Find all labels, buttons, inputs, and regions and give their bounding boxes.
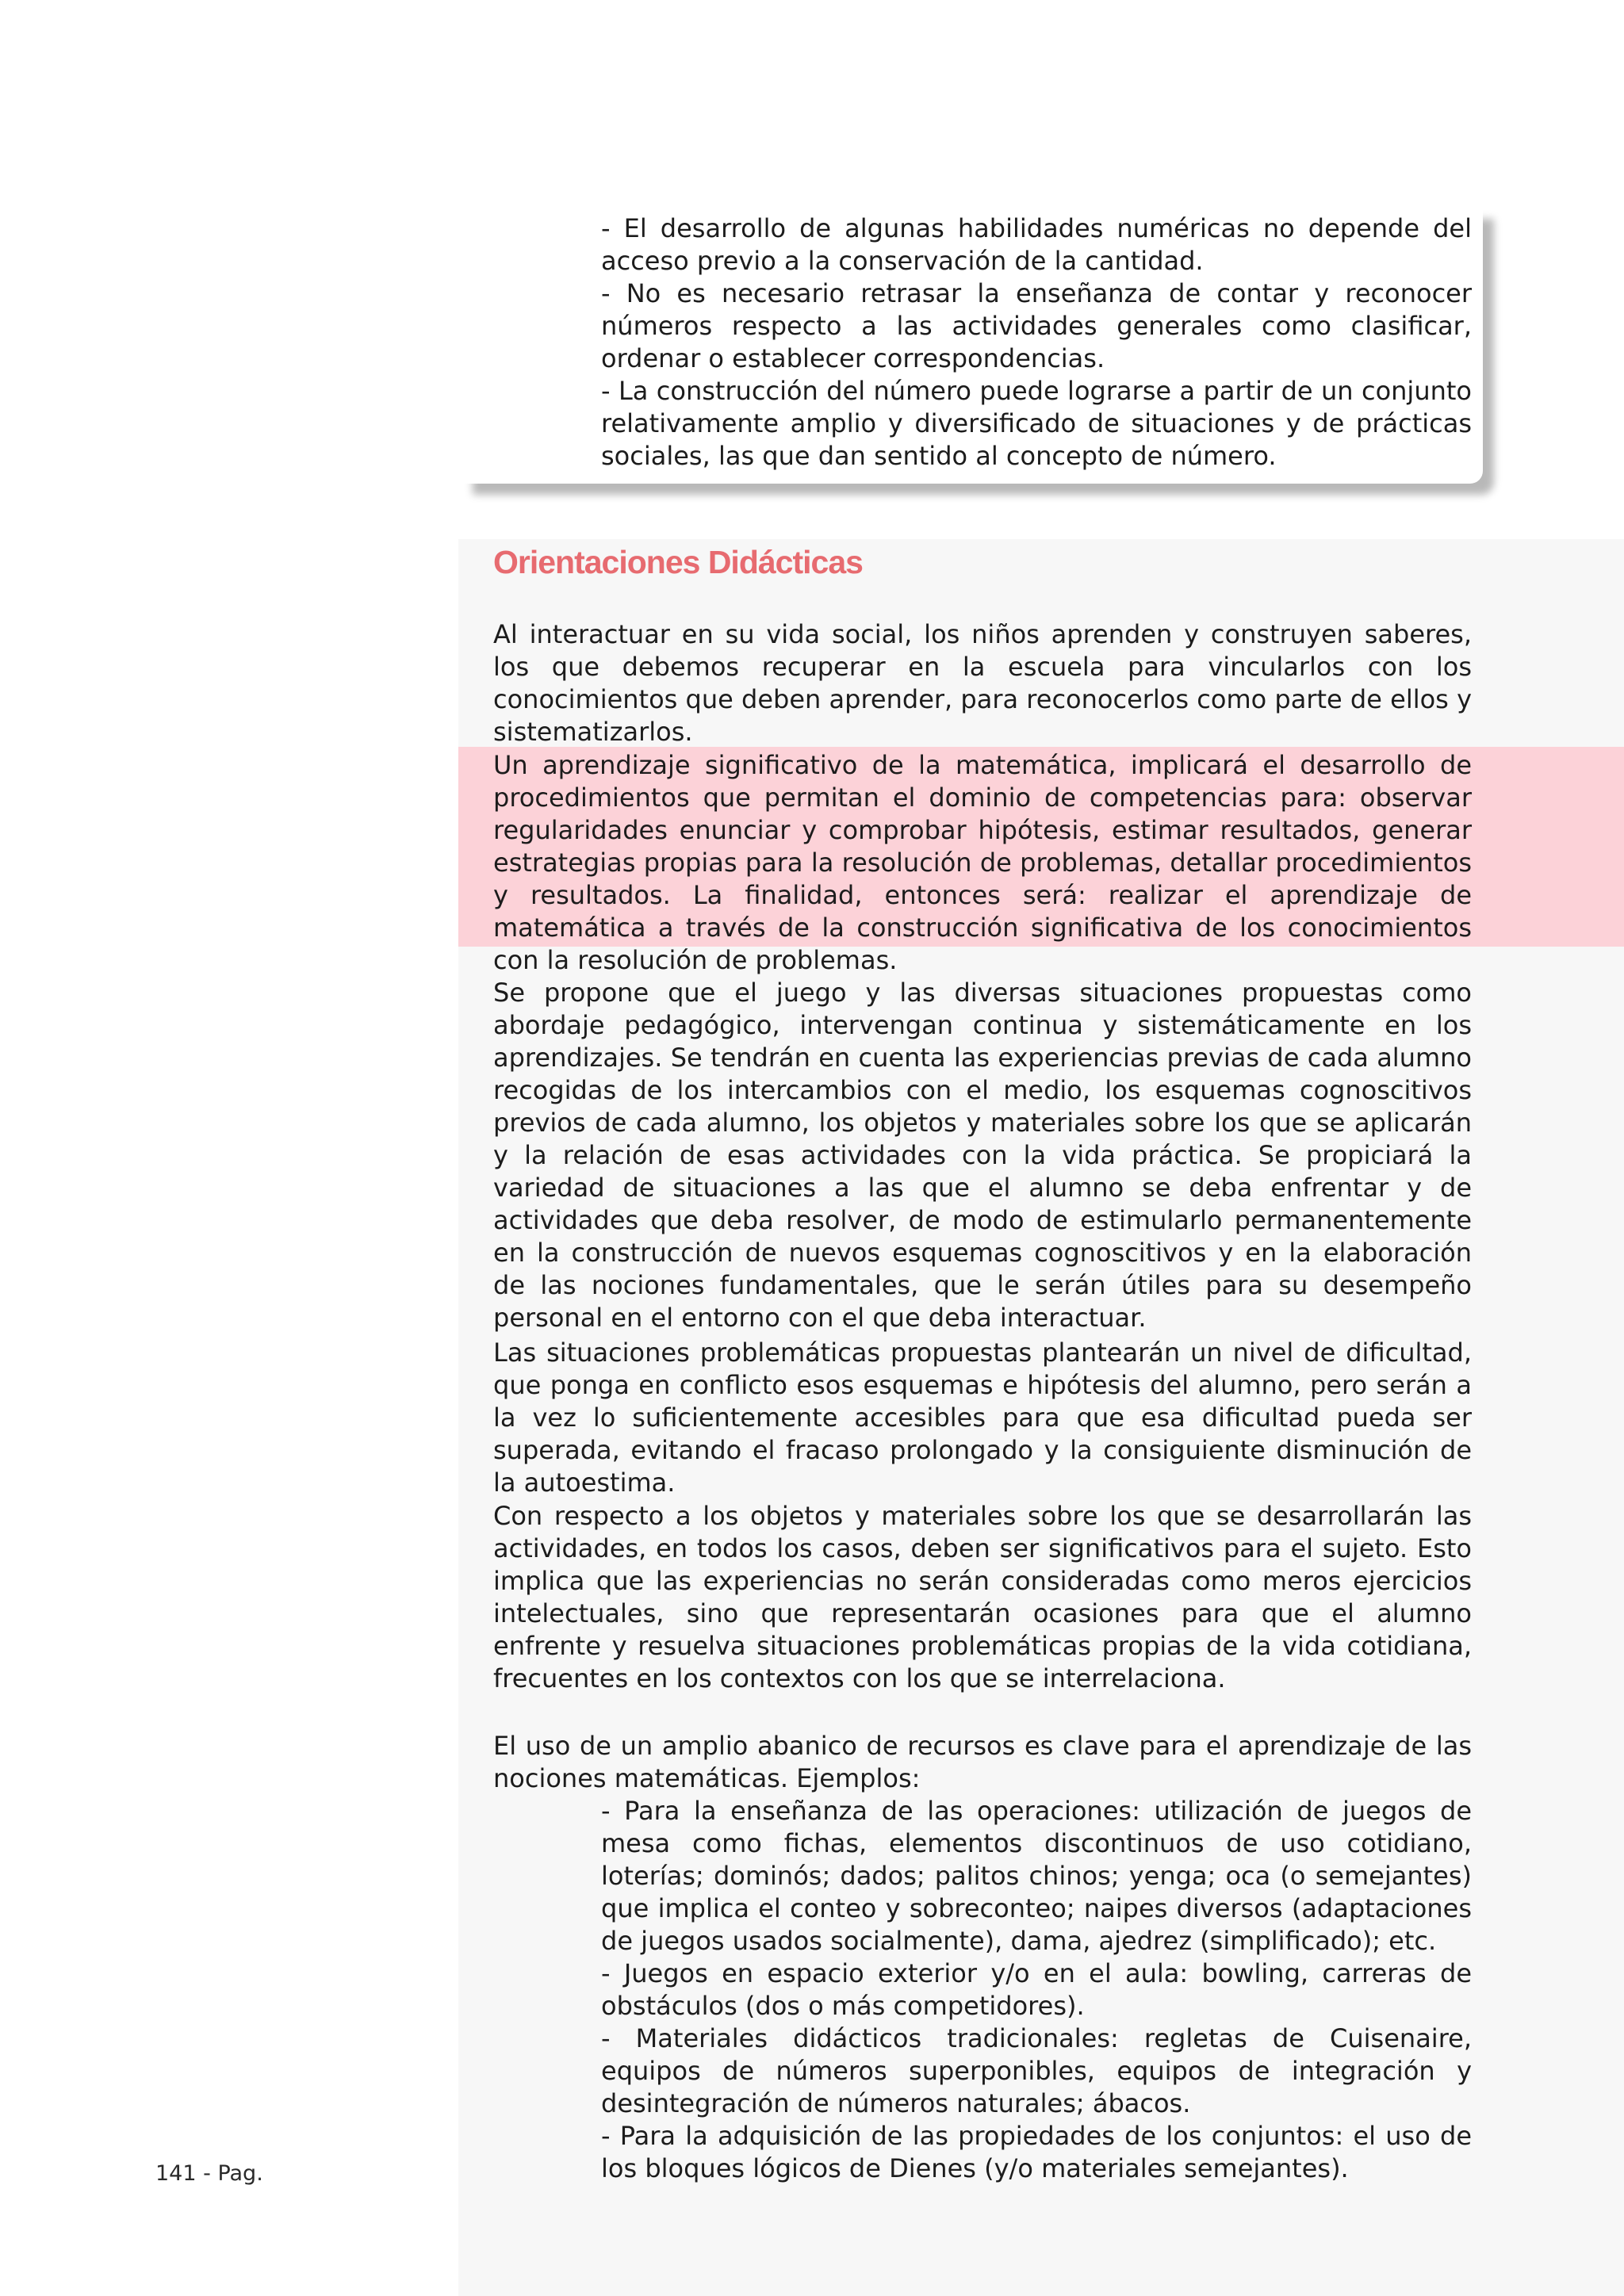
paragraph-intro: Al interactuar en su vida social, los niños aprenden y construyen saberes, los que debemos recuperar en la escuela para vincularlos con los conocimientos que deben aprender, para reconocerlos como parte de ellos y sistematizarlos.: [493, 619, 1472, 747]
paragraph-recursos: El uso de un amplio abanico de recursos es clave para el aprendizaje de las nociones matemáticas. Ejemplos:: [493, 1731, 1472, 1793]
examples-list: [601, 1795, 1472, 2185]
example-item: - Para la enseñanza de las operaciones: utilización de juegos de mesa como fichas, elementos discontinuos de uso cotidiano, loterías; dominós; dados; palitos chinos; yenga; oca (o semejantes) que implica el conteo y sobreconteo; naipes diversos (adaptaciones de juegos usados socialmente), dama, ajedrez (simplificado); etc.: [601, 1796, 1472, 1956]
paragraph-materiales: Con respecto a los objetos y materiales sobre los que se desarrollarán las actividades, en todos los casos, deben ser significativos para el sujeto. Esto implica que las experiencias no serán consideradas como meros ejercicios intelectuales, sino que representarán ocasiones para que el alumno enfrente y resuelva situaciones problemáticas propias de la vida cotidiana, frecuentes en los contextos con los que se interrelaciona.: [493, 1501, 1472, 1693]
note-item: - El desarrollo de algunas habilidades numéricas no depende del acceso previo a la conservación de la cantidad.: [601, 213, 1472, 276]
page-number: 141 - Pag.: [155, 2161, 263, 2186]
note-item: - No es necesario retrasar la enseñanza de contar y reconocer números respecto a las actividades generales como clasificar, ordenar o establecer correspondencias.: [601, 278, 1472, 373]
paragraph-highlighted: Un aprendizaje significativo de la matemática, implicará el desarrollo de procedimientos que permitan el dominio de competencias para: observar regularidades enunciar y comprobar hipótesis, estimar resultados, generar estrategias propias para la resolución de problemas, detallar procedimientos y resultados. La finalidad, entonces será: realizar el aprendizaje de matemática a través de la construcción significativa de los conocimientos con la resolución de problemas.: [493, 750, 1472, 975]
paragraph-juego: Se propone que el juego y las diversas situaciones propuestas como abordaje pedagógico, intervengan continua y sistemáticamente en los aprendizajes. Se tendrán en cuenta las experiencias previas de cada alumno recogidas de los intercambios con el medio, los esquemas cognoscitivos previos de cada alumno, los objetos y materiales sobre los que se aplicarán y la relación de esas actividades con la vida práctica. Se propiciará la variedad de situaciones a las que el alumno se deba enfrentar y de actividades que deba resolver, de modo de estimularlo permanentemente en la construcción de nuevos esquemas cognoscitivos y en la elaboración de las nociones fundamentales, que le serán útiles para su desempeño personal en el entorno con el que deba interactuar.: [493, 978, 1472, 1333]
paragraph-situaciones: Las situaciones problemáticas propuestas plantearán un nivel de dificultad, que ponga en conflicto esos esquemas e hipótesis del alumno, pero serán a la vez lo suficientemente accesibles para que esa dificultad pueda ser superada, evitando el fracaso prolongado y la consiguiente disminución de la autoestima.: [493, 1337, 1472, 1498]
example-item: - Juegos en espacio exterior y/o en el aula: bowling, carreras de obstáculos (dos o más competidores).: [601, 1958, 1472, 2021]
example-item: - Para la adquisición de las propiedades de los conjuntos: el uso de los bloques lógicos de Dienes (y/o materiales semejantes).: [601, 2121, 1472, 2183]
example-item: - Materiales didácticos tradicionales: regletas de Cuisenaire, equipos de números superponibles, equipos de integración y desintegración de números naturales; ábacos.: [601, 2023, 1472, 2118]
note-box-text: [601, 212, 1472, 473]
note-item: - La construcción del número puede lograrse a partir de un conjunto relativamente amplio y diversificado de situaciones y de prácticas sociales, las que dan sentido al concepto de número.: [601, 376, 1472, 471]
section-heading: Orientaciones Didácticas: [493, 544, 863, 580]
